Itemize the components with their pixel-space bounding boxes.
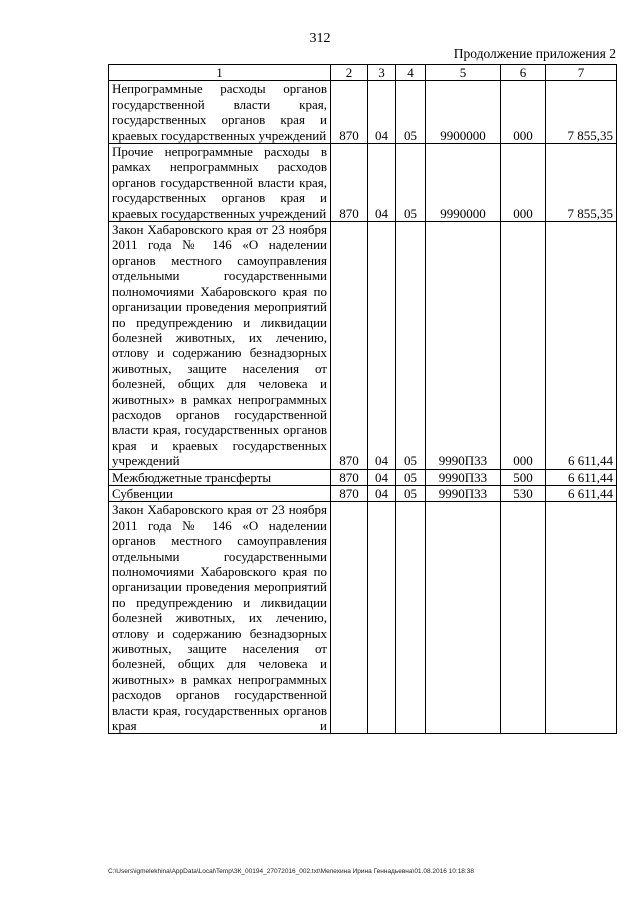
code-cell: 500 — [501, 469, 546, 485]
code-cell: 9990П33 — [426, 485, 501, 501]
row-name-cell: Прочие непрограммные расходы в рамках непрограммных расходов органов государственной власти края, государственных органов края и краевых государственных учреждений — [109, 144, 331, 222]
header-cell: 2 — [331, 65, 368, 81]
code-cell — [501, 502, 546, 734]
amount-cell: 6 611,44 — [546, 222, 617, 470]
header-cell: 1 — [109, 65, 331, 81]
code-cell: 870 — [331, 222, 368, 470]
code-cell: 04 — [368, 469, 396, 485]
row-name-cell: Межбюджетные трансферты — [109, 469, 331, 485]
code-cell: 9990П33 — [426, 469, 501, 485]
page-number: 312 — [309, 31, 331, 46]
code-cell: 04 — [368, 144, 396, 222]
code-cell — [331, 502, 368, 734]
code-cell: 530 — [501, 485, 546, 501]
code-cell: 9990П33 — [426, 222, 501, 470]
code-cell: 000 — [501, 144, 546, 222]
table-header-row — [109, 65, 617, 81]
code-cell — [368, 502, 396, 734]
table-row — [109, 485, 617, 501]
row-name-cell: Закон Хабаровского края от 23 ноября 2011 года № 146 «О наделении органов местного самоуправления отдельными государственными полномочиями Хабаровского края по организации проведения мероприятий по предупреждению и ликвидации болезней животных, их лечению, отлову и содержанию безнадзорных животных, защите населения от болезней, общих для человека и животных» в рамках непрограммных расходов органов государственной власти края, государственных органов края и краевых государственных учреждений — [109, 222, 331, 470]
row-name-cell: Непрограммные расходы органов государственной власти края, государственных органов края и краевых государственных учреждений — [109, 81, 331, 144]
table-row — [109, 222, 617, 470]
code-cell: 04 — [368, 222, 396, 470]
code-cell: 05 — [396, 144, 426, 222]
code-cell: 04 — [368, 485, 396, 501]
header-cell: 7 — [546, 65, 617, 81]
code-cell: 9900000 — [426, 81, 501, 144]
code-cell: 05 — [396, 469, 426, 485]
code-cell: 870 — [331, 485, 368, 501]
table-row — [109, 81, 617, 144]
code-cell: 04 — [368, 81, 396, 144]
code-cell: 05 — [396, 485, 426, 501]
header-cell: 3 — [368, 65, 396, 81]
table-row — [109, 144, 617, 222]
code-cell: 000 — [501, 81, 546, 144]
code-cell: 05 — [396, 81, 426, 144]
code-cell: 9990000 — [426, 144, 501, 222]
continuation-label: Продолжение приложения 2 — [453, 46, 616, 61]
code-cell: 000 — [501, 222, 546, 470]
amount-cell — [546, 502, 617, 734]
code-cell: 05 — [396, 222, 426, 470]
file-path-footer: C:\Users\igmelekhina\AppData\Local\Temp\ЗК_00194_27072016_002.txt\Мелехина Ирина Геннадьевна\01.08.2016 10:18:38 — [108, 868, 474, 875]
table-row — [109, 469, 617, 485]
table-row — [109, 502, 617, 734]
amount-cell: 7 855,35 — [546, 144, 617, 222]
code-cell — [426, 502, 501, 734]
amount-cell: 7 855,35 — [546, 81, 617, 144]
amount-cell: 6 611,44 — [546, 485, 617, 501]
header-cell: 4 — [396, 65, 426, 81]
budget-table — [108, 64, 617, 734]
row-name-cell: Субвенции — [109, 485, 331, 501]
header-cell: 6 — [501, 65, 546, 81]
header-cell: 5 — [426, 65, 501, 81]
code-cell — [396, 502, 426, 734]
row-name-cell: Закон Хабаровского края от 23 ноября 2011 года № 146 «О наделении органов местного самоуправления отдельными государственными полномочиями Хабаровского края по организации проведения мероприятий по предупреждению и ликвидации болезней животных, их лечению, отлову и содержанию безнадзорных животных, защите населения от болезней, общих для человека и животных» в рамках непрограммных расходов органов государственной власти края, государственных органов края и — [109, 502, 331, 734]
code-cell: 870 — [331, 144, 368, 222]
amount-cell: 6 611,44 — [546, 469, 617, 485]
code-cell: 870 — [331, 469, 368, 485]
code-cell: 870 — [331, 81, 368, 144]
